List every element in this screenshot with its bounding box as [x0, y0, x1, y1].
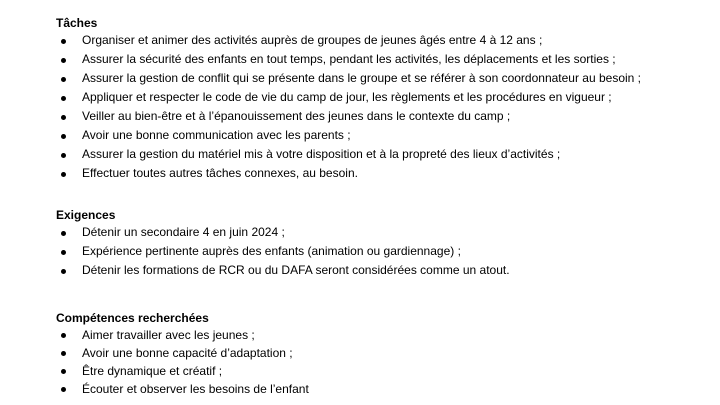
list-item: [56, 164, 706, 183]
bullet-icon: [61, 172, 66, 177]
list-item-text: Être dynamique et créatif ;: [82, 364, 223, 378]
list-item: [56, 261, 706, 280]
list-item: [56, 31, 706, 50]
list-item-text: Assurer la gestion de conflit qui se présente dans le groupe et se référer à son coordonnateur au besoin ;: [82, 71, 642, 85]
bullet-icon: [61, 351, 66, 356]
list-item: [56, 69, 706, 88]
list-item-text: Détenir un secondaire 4 en juin 2024 ;: [82, 225, 285, 239]
list-item: [56, 362, 706, 380]
bullet-icon: [61, 77, 66, 82]
list-item-text: Écouter et observer les besoins de l’enfant: [82, 382, 309, 396]
list-item: [56, 326, 706, 344]
list-item: [56, 242, 706, 261]
section-taches: [56, 15, 706, 183]
section-competences: [56, 310, 706, 398]
list-item: [56, 344, 706, 362]
list-item: [56, 88, 706, 107]
bullet-icon: [61, 269, 66, 274]
list-item: [56, 223, 706, 242]
bullet-icon: [61, 369, 66, 374]
list-item-text: Appliquer et respecter le code de vie du camp de jour, les règlements et les procédures en vigueur ;: [82, 90, 612, 104]
list-item-text: Avoir une bonne communication avec les parents ;: [82, 128, 351, 142]
list-item-text: Expérience pertinente auprès des enfants (animation ou gardiennage) ;: [82, 244, 461, 258]
bullet-icon: [61, 231, 66, 236]
list-item-text: Effectuer toutes autres tâches connexes, au besoin.: [82, 166, 358, 180]
list-item: [56, 145, 706, 164]
list-item: [56, 126, 706, 145]
list-item-text: Avoir une bonne capacité d’adaptation ;: [82, 346, 293, 360]
bullet-icon: [61, 250, 66, 255]
list-taches: [56, 31, 706, 183]
bullet-icon: [61, 134, 66, 139]
list-competences: [56, 326, 706, 398]
list-item-text: Détenir les formations de RCR ou du DAFA seront considérées comme un atout.: [82, 263, 510, 277]
section-title-competences: Compétences recherchées: [56, 311, 209, 325]
list-item: [56, 380, 706, 398]
section-exigences: [56, 207, 706, 280]
list-exigences: [56, 223, 706, 280]
bullet-icon: [61, 39, 66, 44]
bullet-icon: [61, 115, 66, 120]
section-title-exigences: Exigences: [56, 208, 116, 222]
section-title-taches: Tâches: [56, 16, 98, 30]
list-item: [56, 107, 706, 126]
list-item-text: Veiller au bien-être et à l’épanouissement des jeunes dans le contexte du camp ;: [82, 109, 511, 123]
list-item-text: Assurer la sécurité des enfants en tout temps, pendant les activités, les déplacements et les sorties ;: [82, 52, 616, 66]
list-item-text: Aimer travailler avec les jeunes ;: [82, 328, 255, 342]
bullet-icon: [61, 96, 66, 101]
list-item-text: Assurer la gestion du matériel mis à votre disposition et à la propreté des lieux d’activités ;: [82, 147, 561, 161]
list-item-text: Organiser et animer des activités auprès de groupes de jeunes âgés entre 4 à 12 ans ;: [82, 33, 543, 47]
bullet-icon: [61, 58, 66, 63]
bullet-icon: [61, 333, 66, 338]
bullet-icon: [61, 387, 66, 392]
list-item: [56, 50, 706, 69]
bullet-icon: [61, 153, 66, 158]
